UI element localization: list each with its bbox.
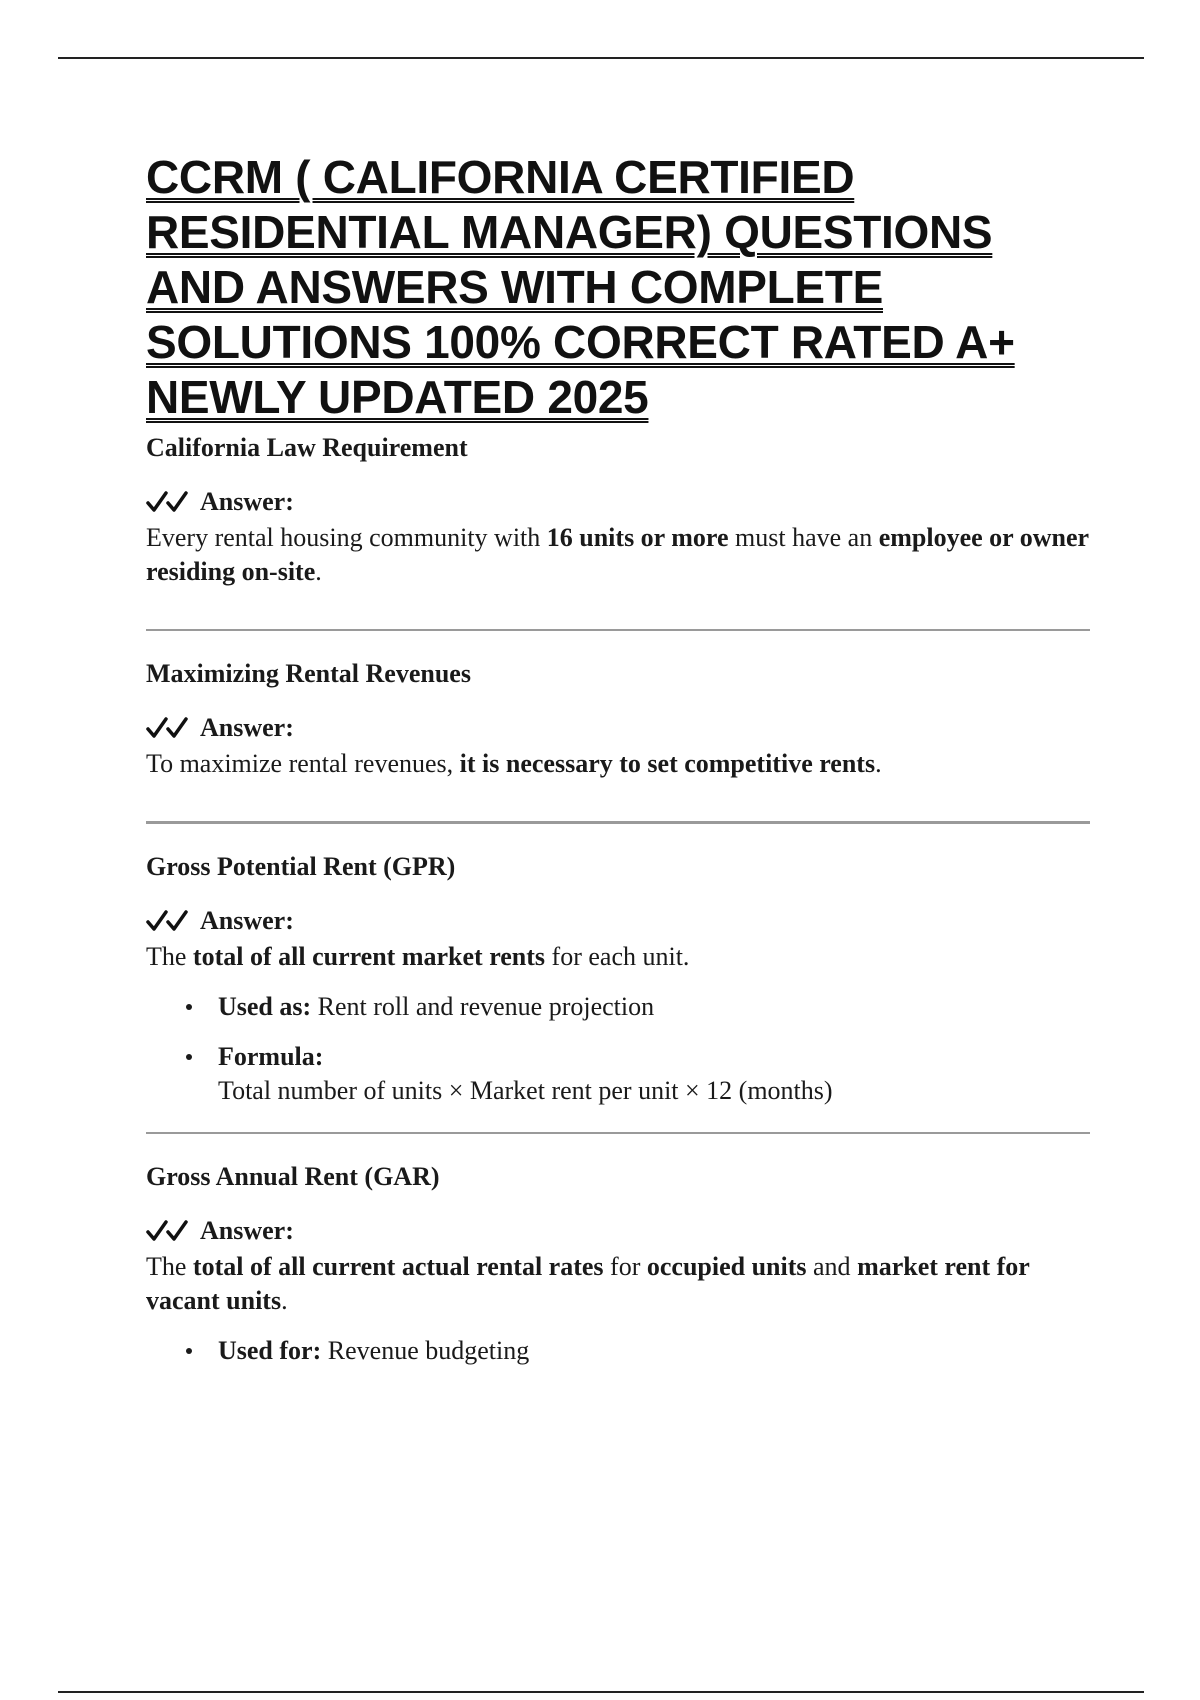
- bottom-page-rule: [58, 1691, 1144, 1693]
- qa-section-california-law: [146, 431, 1090, 589]
- question-title: California Law Requirement: [146, 433, 468, 462]
- bullet-icon: [186, 1004, 192, 1010]
- qa-section-gross-potential-rent: [146, 850, 1090, 1108]
- section-divider: [146, 821, 1090, 824]
- question-title: Maximizing Rental Revenues: [146, 659, 471, 688]
- list-item: Formula: Total number of units × Market rent per unit × 12 (months): [186, 1040, 1090, 1108]
- answer-label: Answer:: [146, 711, 1090, 745]
- answer-text: To maximize rental revenues, it is necessary to set competitive rents.: [146, 749, 882, 778]
- double-check-icon: [146, 490, 192, 514]
- list-item: Used for: Revenue budgeting: [186, 1334, 1090, 1368]
- list-item: Used as: Rent roll and revenue projection: [186, 990, 1090, 1024]
- document-title: CCRM ( CALIFORNIA CERTIFIED RESIDENTIAL MANAGER) QUESTIONS AND ANSWERS WITH COMPLETE SOLUTIONS 100% CORRECT RATED A+ NEWLY UPDATED 2025: [146, 151, 1015, 423]
- top-page-rule: [58, 57, 1144, 59]
- section-divider: [146, 629, 1090, 631]
- answer-text: The total of all current actual rental rates for occupied units and market rent for vacant units.: [146, 1252, 1030, 1315]
- qa-section-gross-annual-rent: [146, 1160, 1090, 1368]
- qa-section-maximizing-revenues: [146, 657, 1090, 781]
- question-title: Gross Annual Rent (GAR): [146, 1162, 440, 1191]
- bullet-icon: [186, 1054, 192, 1060]
- answer-label: Answer:: [146, 1214, 1090, 1248]
- double-check-icon: [146, 1219, 192, 1243]
- document-body: [146, 150, 1090, 1384]
- answer-text: Every rental housing community with 16 units or more must have an employee or owner residing on-site.: [146, 523, 1089, 586]
- double-check-icon: [146, 909, 192, 933]
- bullet-list: [146, 1334, 1090, 1368]
- section-divider: [146, 1132, 1090, 1134]
- bullet-icon: [186, 1348, 192, 1354]
- answer-label: Answer:: [146, 904, 1090, 938]
- double-check-icon: [146, 716, 192, 740]
- bullet-list: [146, 990, 1090, 1108]
- answer-text: The total of all current market rents for each unit.: [146, 942, 690, 971]
- answer-label: Answer:: [146, 485, 1090, 519]
- question-title: Gross Potential Rent (GPR): [146, 852, 456, 881]
